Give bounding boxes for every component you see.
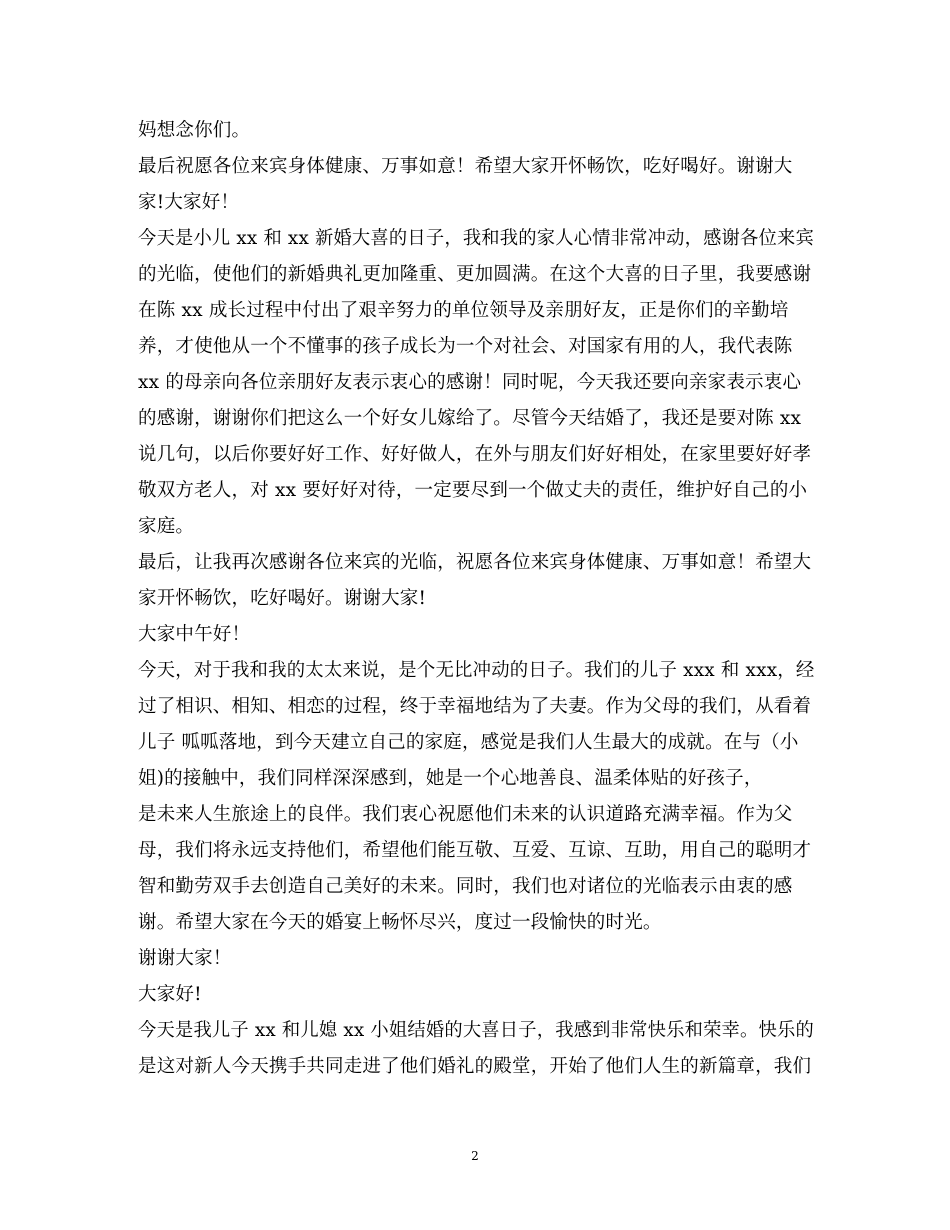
text-line: 妈想念你们。: [138, 120, 251, 141]
text-line: 大家中午好！: [138, 624, 251, 645]
text-line: 最后祝愿各位来宾身体健康、万事如意！希望大家开怀畅饮，吃好喝好。谢谢大: [138, 156, 793, 177]
text-line: xx 的母亲向各位亲朋好友表示衷心的感谢！同时呢，今天我还要向亲家表示衷心: [138, 372, 802, 393]
text-line: 谢。希望大家在今天的婚宴上畅怀尽兴，度过一段愉快的时光。: [138, 912, 662, 933]
text-line: 儿子 呱呱落地，到今天建立自己的家庭，感觉是我们人生最大的成就。在与（小: [138, 732, 799, 753]
text-line: 今天是我儿子 xx 和儿媳 xx 小姐结婚的大喜日子，我感到非常快乐和荣幸。快乐的: [138, 1020, 814, 1041]
text-line: 姐)的接触中，我们同样深深感到，她是一个心地善良、温柔体贴的好孩子，: [138, 768, 763, 789]
text-line: 敬双方老人，对 xx 要好好对待，一定要尽到一个做丈夫的责任，维护好自己的小: [138, 480, 808, 501]
text-line: 过了相识、相知、相恋的过程，终于幸福地结为了夫妻。作为父母的我们，从看着: [138, 696, 812, 717]
text-line: 大家好!: [138, 984, 202, 1005]
text-line: 的感谢，谢谢你们把这么一个好女儿嫁给了。尽管今天结婚了，我还是要对陈 xx: [138, 408, 802, 429]
text-line: 家庭。: [138, 516, 195, 537]
text-line: 智和勤劳双手去创造自己美好的未来。同时，我们也对诸位的光临表示由衷的感: [138, 876, 793, 897]
text-line: 谢谢大家！: [138, 948, 232, 969]
text-line: 养，才使他从一个不懂事的孩子成长为一个对社会、对国家有用的人，我代表陈: [138, 336, 793, 357]
text-line: 的光临，使他们的新婚典礼更加隆重、更加圆满。在这个大喜的日子里，我要感谢: [138, 264, 812, 285]
text-line: 说几句，以后你要好好工作、好好做人，在外与朋友们好好相处，在家里要好好孝: [138, 444, 812, 465]
text-line: 是这对新人今天携手共同走进了他们婚礼的殿堂，开始了他们人生的新篇章，我们: [138, 1056, 812, 1077]
text-line: 家!大家好！: [138, 192, 240, 213]
page-number: 2: [471, 1149, 479, 1163]
text-line: 在陈 xx 成长过程中付出了艰辛努力的单位领导及亲朋好友，正是你们的辛勤培: [138, 300, 789, 321]
text-line: 今天，对于我和我的太太来说，是个无比冲动的日子。我们的儿子 xxx 和 xxx，经: [138, 660, 815, 681]
text-line: 最后，让我再次感谢各位来宾的光临，祝愿各位来宾身体健康、万事如意！希望大: [138, 552, 812, 573]
text-line: 母，我们将永远支持他们，希望他们能互敬、互爱、互谅、互助，用自己的聪明才: [138, 840, 812, 861]
text-line: 今天是小儿 xx 和 xx 新婚大喜的日子，我和我的家人心情非常冲动，感谢各位来宾: [138, 228, 814, 249]
text-line: 是未来人生旅途上的良伴。我们衷心祝愿他们未来的认识道路充满幸福。作为父: [138, 804, 793, 825]
text-line: 家开怀畅饮，吃好喝好。谢谢大家!: [138, 588, 427, 609]
